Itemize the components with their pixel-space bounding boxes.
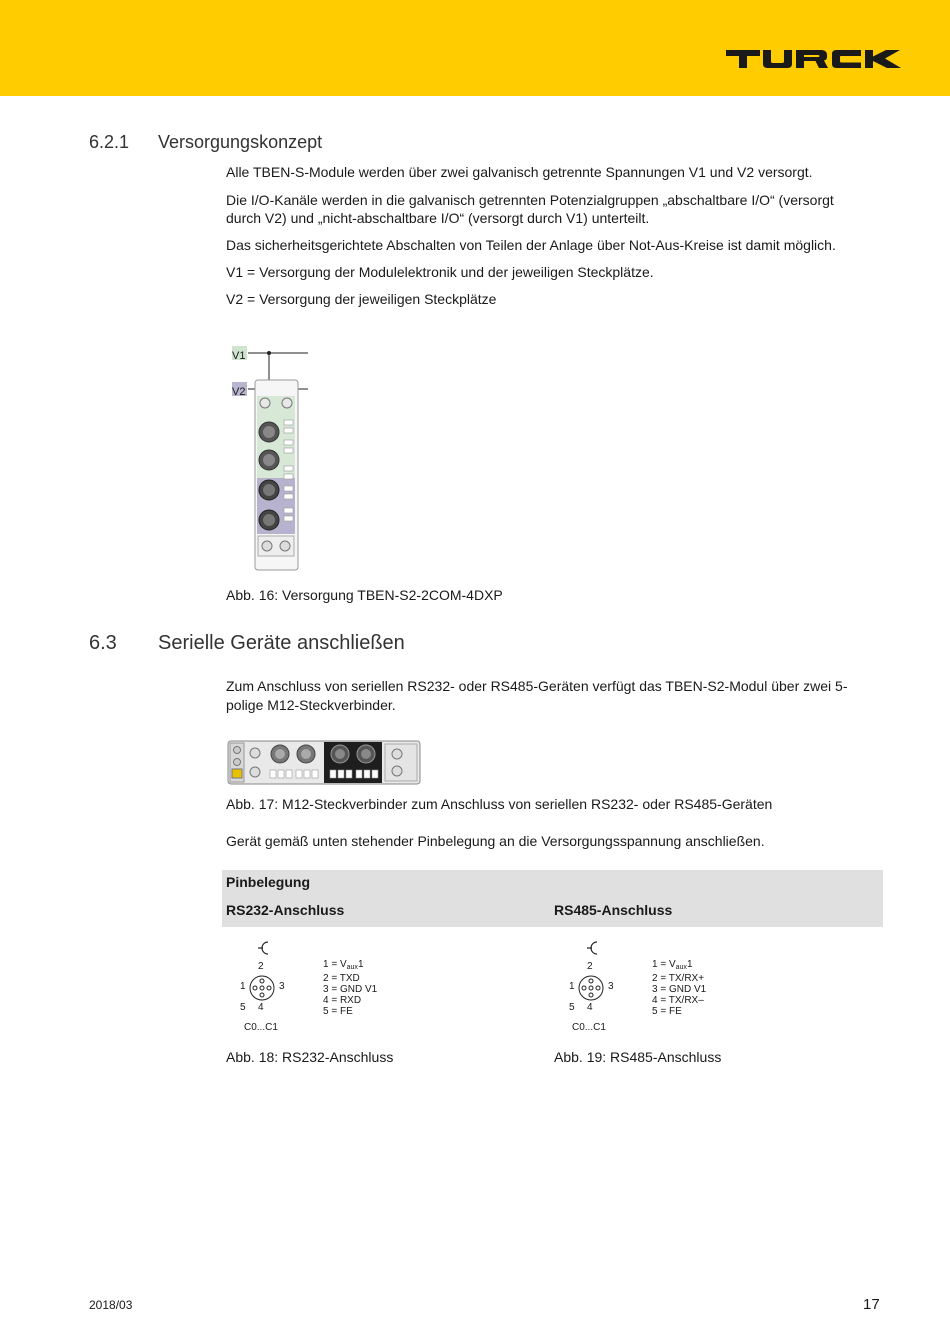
page-number: 17	[863, 1296, 880, 1313]
section-number: 6.3	[89, 632, 117, 654]
pin-assignment-list	[323, 959, 377, 1017]
pin-assignment: 3 = GND V1	[652, 984, 707, 995]
figure-caption: Abb. 17: M12-Steckverbinder zum Anschluss von seriellen RS232- oder RS485-Geräten	[226, 796, 773, 812]
section-title: Serielle Geräte anschließen	[158, 632, 405, 654]
figure-caption: Abb. 16: Versorgung TBEN-S2-2COM-4DXP	[226, 587, 503, 603]
female-connector-icon	[255, 940, 275, 956]
v1-tag: V1	[232, 346, 247, 360]
pin-table-header	[222, 870, 883, 927]
module-supply-diagram	[240, 340, 320, 580]
paragraph: Gerät gemäß unten stehender Pinbelegung an die Versorgungsspannung anschließen.	[226, 833, 765, 849]
pin-assignment: $1 = V_{aux}1$	[652, 959, 693, 971]
paragraph: V1 = Versorgung der Modulelektronik und der jeweiligen Steckplätze.	[226, 264, 654, 280]
pin-assignment: 4 = RXD	[323, 995, 362, 1006]
pin-label: 1	[569, 981, 575, 992]
figure-caption: Abb. 19: RS485-Anschluss	[554, 1049, 722, 1065]
female-connector-icon	[584, 940, 604, 956]
pin-assignment-list	[652, 959, 706, 1017]
pin-assignment: 4 = TX/RX–	[652, 995, 704, 1006]
paragraph: Die I/O-Kanäle werden in die galvanisch getrennten Potenzialgruppen „abschaltbare I/O“ (versorgt	[226, 192, 834, 208]
pin-assignment: 5 = FE	[323, 1006, 353, 1017]
paragraph: Das sicherheitsgerichtete Abschalten von Teilen der Anlage über Not-Aus-Kreise ist damit möglich.	[226, 237, 836, 253]
pin-label: 2	[587, 961, 593, 972]
paragraph: durch V2) und „nicht-abschaltbare I/O“ (versorgt durch V1) unterteilt.	[226, 210, 650, 226]
channel-label: C0...C1	[572, 1022, 606, 1033]
v2-tag: V2	[232, 382, 247, 396]
m12-pin-face-icon	[247, 974, 277, 1002]
pin-table-heading: Pinbelegung	[226, 874, 310, 890]
pin-label: 3	[608, 981, 614, 992]
pin-assignment: 5 = FE	[652, 1006, 682, 1017]
module-horizontal-image	[227, 740, 421, 786]
pin-assignment: 3 = GND V1	[323, 984, 378, 995]
pin-label: 4	[258, 1002, 264, 1013]
paragraph: polige M12-Steckverbinder.	[226, 697, 396, 713]
pin-assignment: 2 = TX/RX+	[652, 973, 705, 984]
pin-label: 1	[240, 981, 246, 992]
pin-assignment: $1 = V_{aux}1$	[323, 959, 364, 971]
channel-label: C0...C1	[244, 1022, 278, 1033]
pin-label: 2	[258, 961, 264, 972]
turck-logo	[724, 48, 902, 70]
pin-label: 5	[240, 1002, 246, 1013]
paragraph: V2 = Versorgung der jeweiligen Steckplätze	[226, 291, 497, 307]
paragraph: Zum Anschluss von seriellen RS232- oder RS485-Geräten verfügt das TBEN-S2-Modul über zwei 5-	[226, 678, 848, 694]
m12-pin-face-icon	[576, 974, 606, 1002]
pin-assignment: 2 = TXD	[323, 973, 360, 984]
paragraph: Alle TBEN-S-Module werden über zwei galvanisch getrennte Spannungen V1 und V2 versorgt.	[226, 164, 813, 180]
column-header-rs232: RS232-Anschluss	[226, 902, 345, 918]
figure-caption: Abb. 18: RS232-Anschluss	[226, 1049, 394, 1065]
footer-date: 2018/03	[89, 1298, 133, 1312]
pin-label: 4	[587, 1002, 593, 1013]
column-header-rs485: RS485-Anschluss	[554, 902, 673, 918]
section-title: Versorgungskonzept	[158, 132, 323, 152]
pin-label: 5	[569, 1002, 575, 1013]
pin-label: 3	[279, 981, 285, 992]
section-number: 6.2.1	[89, 132, 130, 152]
